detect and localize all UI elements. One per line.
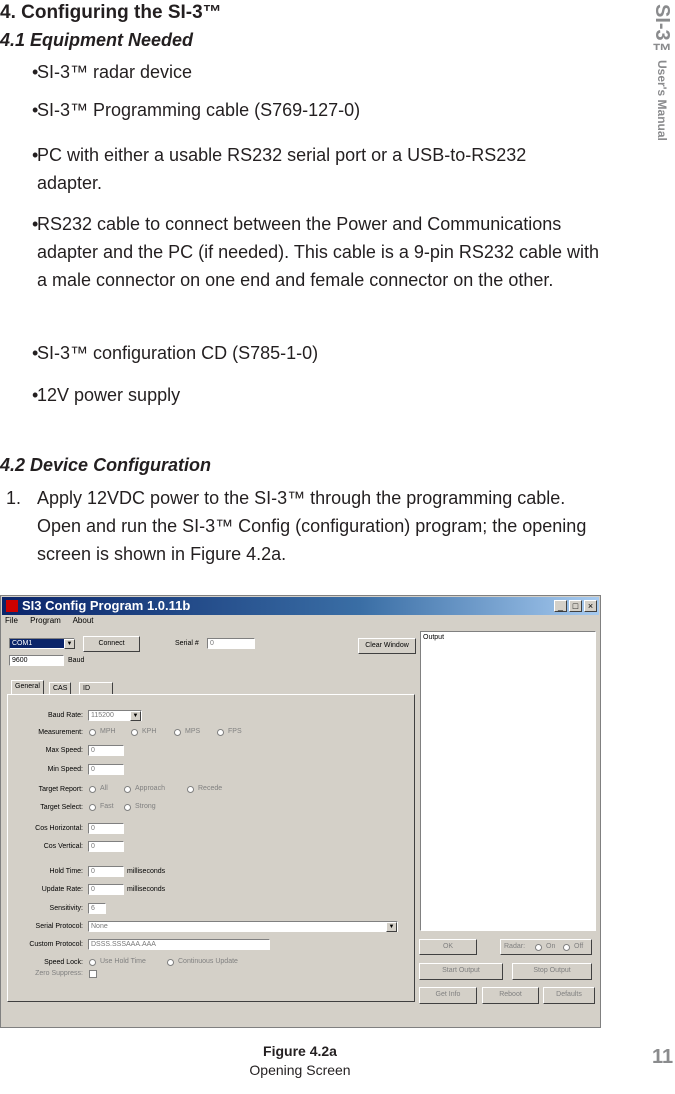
- bullet-marker: •: [32, 145, 39, 165]
- radio-fast[interactable]: [89, 804, 96, 811]
- target-report-label: Target Report:: [38, 786, 83, 793]
- tab-general[interactable]: General: [11, 680, 44, 694]
- reboot-button[interactable]: Reboot: [482, 987, 539, 1004]
- radio-all[interactable]: [89, 786, 96, 793]
- side-subtitle: User's Manual: [655, 60, 669, 141]
- measurement-label: Measurement:: [38, 729, 83, 736]
- serial-input[interactable]: 0: [207, 638, 255, 649]
- maximize-icon[interactable]: □: [569, 600, 582, 612]
- radio-radar-off[interactable]: [563, 944, 570, 951]
- min-speed-input[interactable]: 0: [88, 764, 124, 775]
- radio-continuous-update-label: Continuous Update: [178, 958, 238, 965]
- list-item: RS232 cable to connect between the Power and Communications adapter and the PC (if needed). This cable is a 9-pin RS232 cable with a male connector on one end and female connector on the other.: [37, 214, 599, 290]
- radio-mps[interactable]: [174, 729, 181, 736]
- update-rate-label: Update Rate:: [41, 886, 83, 893]
- radio-mph[interactable]: [89, 729, 96, 736]
- output-panel[interactable]: [420, 631, 596, 931]
- custom-protocol-input[interactable]: DSSS.SSSAAA.AAA: [88, 939, 270, 950]
- radar-label: Radar:: [504, 943, 526, 950]
- title-bar: [2, 597, 599, 615]
- menu-file[interactable]: File: [5, 616, 18, 625]
- tab-id[interactable]: ID: [79, 682, 113, 694]
- radio-recede-label: Recede: [198, 785, 223, 792]
- hold-time-unit: milliseconds: [127, 868, 166, 875]
- menu-program[interactable]: Program: [30, 616, 61, 625]
- output-label: Output: [423, 634, 445, 641]
- close-icon[interactable]: ×: [584, 600, 597, 612]
- com-port-select[interactable]: COM1: [9, 638, 75, 649]
- speed-lock-label: Speed Lock:: [44, 959, 83, 966]
- figure-caption-title: Figure 4.2a: [263, 1043, 337, 1059]
- list-item: PC with either a usable RS232 serial port or a USB-to-RS232 adapter.: [37, 145, 527, 193]
- sensitivity-input[interactable]: 6: [88, 903, 106, 914]
- max-speed-input[interactable]: 0: [88, 745, 124, 756]
- clear-window-button[interactable]: Clear Window: [358, 638, 416, 654]
- list-item: SI-3™ configuration CD (S785-1-0): [37, 343, 319, 363]
- bullet-marker: •: [32, 385, 39, 405]
- radio-radar-on[interactable]: [535, 944, 542, 951]
- radio-fps-label: FPS: [228, 728, 242, 735]
- update-rate-input[interactable]: 0: [88, 884, 124, 895]
- serial-protocol-label: Serial Protocol:: [35, 923, 83, 930]
- serial-protocol-select[interactable]: None: [88, 921, 398, 932]
- connect-button[interactable]: Connect: [83, 636, 140, 652]
- list-item: SI-3™ radar device: [37, 62, 193, 82]
- min-speed-label: Min Speed:: [47, 766, 83, 773]
- list-item: SI-3™ Programming cable (S769-127-0): [37, 100, 361, 120]
- chevron-down-icon[interactable]: ▼: [386, 922, 397, 932]
- baud-rate-label: Baud Rate:: [47, 712, 83, 719]
- subsection-equipment: 4.1 Equipment Needed: [0, 30, 194, 50]
- chevron-down-icon[interactable]: ▼: [64, 639, 75, 649]
- radio-mps-label: MPS: [185, 728, 201, 735]
- app-window: [0, 595, 601, 1028]
- tab-cas[interactable]: CAS: [49, 682, 71, 694]
- radio-kph[interactable]: [131, 729, 138, 736]
- chevron-down-icon[interactable]: ▼: [130, 711, 141, 721]
- update-rate-unit: milliseconds: [127, 886, 166, 893]
- page-number: 11: [652, 1046, 674, 1068]
- window-title: SI3 Config Program 1.0.11b: [22, 598, 191, 613]
- radio-all-label: All: [100, 785, 108, 792]
- radio-continuous-update[interactable]: [167, 959, 174, 966]
- custom-protocol-label: Custom Protocol:: [29, 941, 83, 948]
- radio-use-hold-time-label: Use Hold Time: [100, 958, 146, 965]
- start-output-button[interactable]: Start Output: [419, 963, 503, 980]
- hold-time-input[interactable]: 0: [88, 866, 124, 877]
- cos-vertical-input[interactable]: 0: [88, 841, 124, 852]
- stop-output-button[interactable]: Stop Output: [512, 963, 592, 980]
- radio-fast-label: Fast: [100, 803, 114, 810]
- bullet-marker: •: [32, 100, 39, 120]
- serial-label: Serial #: [175, 640, 199, 647]
- radio-mph-label: MPH: [100, 728, 116, 735]
- step-number: 1.: [6, 488, 22, 508]
- app-icon: [6, 600, 18, 612]
- zero-suppress-checkbox[interactable]: [89, 970, 97, 978]
- menu-about[interactable]: About: [72, 616, 94, 625]
- get-info-button[interactable]: Get Info: [419, 987, 477, 1004]
- radio-approach[interactable]: [124, 786, 131, 793]
- baud-rate-select[interactable]: 115200: [88, 710, 142, 721]
- defaults-button[interactable]: Defaults: [543, 987, 595, 1004]
- max-speed-label: Max Speed:: [45, 747, 83, 754]
- ok-button[interactable]: OK: [419, 939, 477, 955]
- cos-vertical-label: Cos Vertical:: [43, 843, 83, 850]
- radio-fps[interactable]: [217, 729, 224, 736]
- radio-radar-on-label: On: [546, 943, 556, 950]
- zero-suppress-label: Zero Suppress:: [35, 970, 83, 977]
- baud-label: Baud: [68, 657, 85, 664]
- minimize-icon[interactable]: _: [554, 600, 567, 612]
- cos-horizontal-input[interactable]: 0: [88, 823, 124, 834]
- bullet-marker: •: [32, 62, 39, 82]
- sensitivity-label: Sensitivity:: [49, 905, 83, 912]
- bullet-marker: •: [32, 214, 39, 234]
- radio-approach-label: Approach: [135, 785, 165, 792]
- hold-time-label: Hold Time:: [49, 868, 83, 875]
- radio-use-hold-time[interactable]: [89, 959, 96, 966]
- side-title: SI-3™: [651, 4, 673, 63]
- bullet-marker: •: [32, 343, 39, 363]
- radio-strong[interactable]: [124, 804, 131, 811]
- step-text: Apply 12VDC power to the SI-3™ through the programming cable. Open and run the SI-3™ Config (configuration) program; the opening screen is shown in Figure 4.2a.: [37, 488, 587, 564]
- radio-radar-off-label: Off: [574, 943, 584, 950]
- list-item: 12V power supply: [37, 385, 181, 405]
- menu-bar: [5, 616, 104, 625]
- radio-kph-label: KPH: [142, 728, 157, 735]
- radio-strong-label: Strong: [135, 803, 156, 810]
- subsection-configuration: 4.2 Device Configuration: [0, 455, 212, 475]
- target-select-label: Target Select:: [40, 804, 83, 811]
- radio-recede[interactable]: [187, 786, 194, 793]
- section-title: 4. Configuring the SI-3™: [0, 2, 222, 23]
- cos-horizontal-label: Cos Horizontal:: [35, 825, 83, 832]
- figure-caption-text: Opening Screen: [249, 1062, 351, 1078]
- baud-input[interactable]: 9600: [9, 655, 64, 666]
